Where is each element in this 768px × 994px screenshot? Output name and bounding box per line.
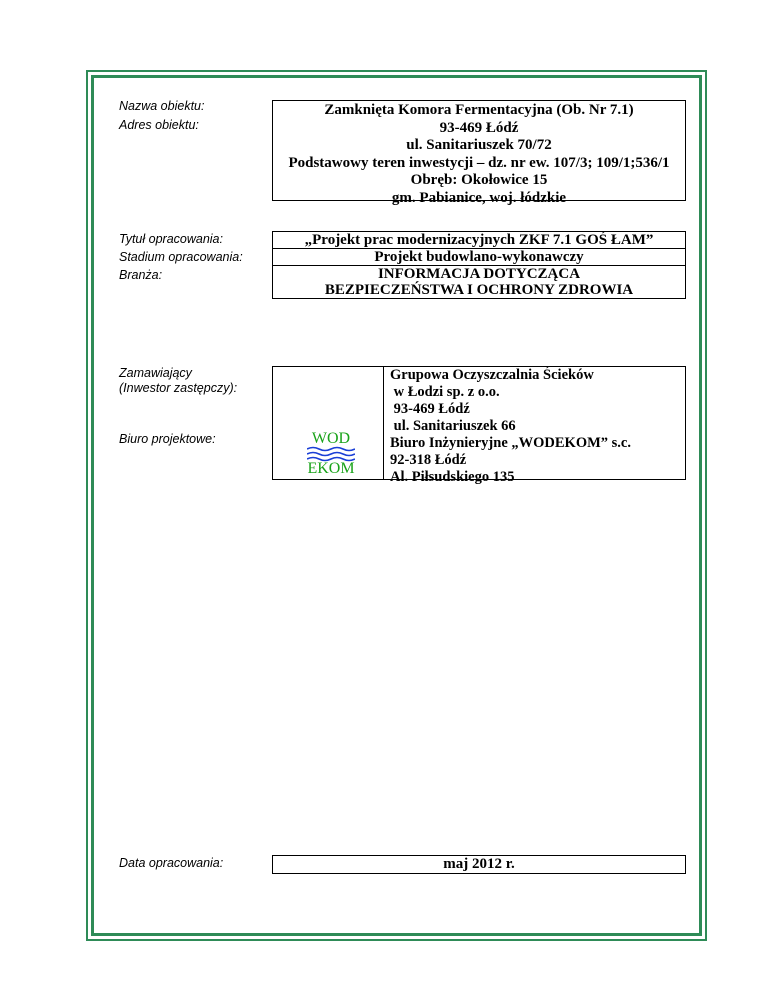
client-office-box (383, 366, 686, 485)
object-name-label: Nazwa obiektu: (119, 99, 205, 113)
office-name: Biuro Inżynieryjne „WODEKOM” s.c. (390, 435, 631, 451)
design-office-label: Biuro projektowe: (119, 432, 216, 446)
object-info-box (272, 100, 686, 206)
office-street: Al. Piłsudskiego 135 (390, 469, 515, 485)
logo-text-bottom: EKOM (307, 460, 355, 477)
date-box (272, 855, 686, 874)
study-stage-box (272, 248, 686, 266)
logo-cell (272, 366, 384, 480)
object-postal: 93-469 Łódź (439, 119, 519, 136)
wodekom-logo (303, 431, 359, 479)
client-name: Grupowa Oczyszczalnia Ścieków (390, 367, 594, 383)
object-municipality: gm. Pabianice, woj. łódzkie (391, 189, 567, 206)
study-stage: Projekt budowlano-wykonawczy (374, 249, 584, 265)
logo-text-top: WOD (311, 430, 351, 447)
object-street: ul. Sanitariuszek 70/72 (406, 137, 552, 153)
branch-line-1: INFORMACJA DOTYCZĄCA (377, 266, 581, 282)
branch-label: Branża: (119, 268, 163, 282)
branch-line-2: BEZPIECZEŃSTWA I OCHRONY ZDROWIA (324, 282, 634, 298)
client-city: w Łodzi sp. z o.o. (390, 384, 500, 400)
office-postal: 92-318 Łódź (390, 452, 467, 468)
study-title-label: Tytuł opracowania: (119, 232, 223, 246)
object-precinct: Obręb: Okołowice 15 (410, 172, 548, 188)
object-address-label: Adres obiektu: (119, 118, 199, 132)
study-title-box (272, 231, 686, 249)
object-plot: Podstawowy teren inwestycji – dz. nr ew. 107/3; 109/1;536/1 (288, 154, 670, 171)
date-value: maj 2012 r. (443, 856, 515, 872)
study-stage-label: Stadium opracowania: (119, 250, 243, 264)
object-name: Zamknięta Komora Fermentacyjna (Ob. Nr 7.1) (324, 102, 634, 118)
date-label: Data opracowania: (119, 856, 224, 870)
client-postal: 93-469 Łódź (390, 401, 470, 417)
client-street: ul. Sanitariuszek 66 (390, 418, 516, 434)
study-title: „Projekt prac modernizacyjnych ZKF 7.1 GOŚ ŁAM” (304, 232, 654, 248)
client-label-line1: Zamawiający (119, 366, 192, 380)
branch-box (272, 265, 686, 299)
client-label-line2: (Inwestor zastępczy): (119, 381, 238, 395)
